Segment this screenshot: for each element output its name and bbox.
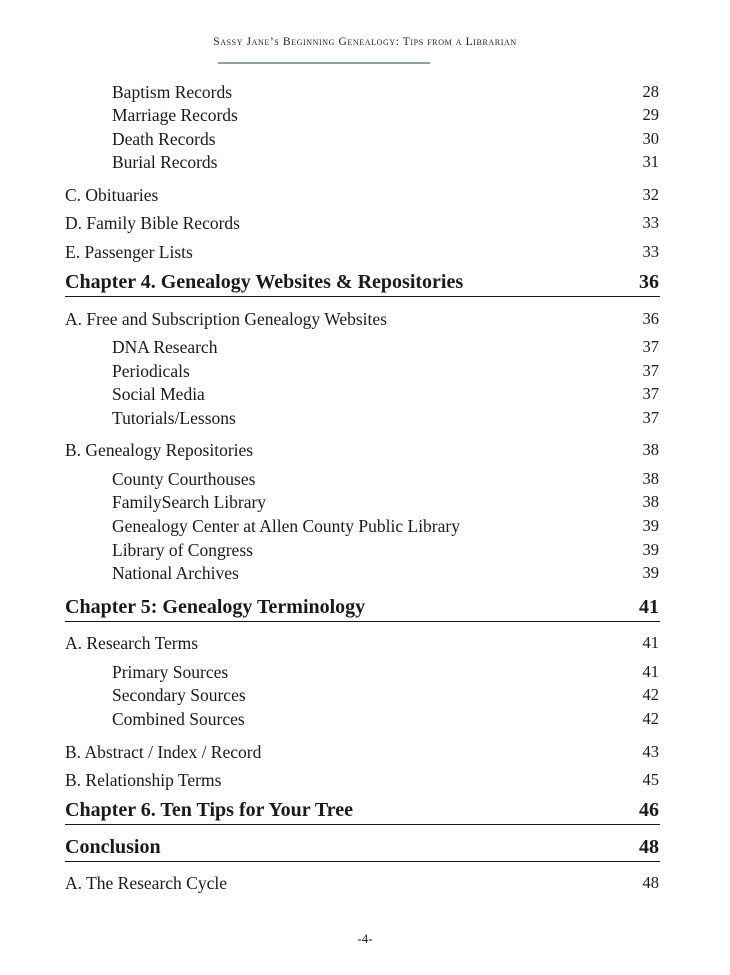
toc-subsection-entry bbox=[0, 81, 730, 103]
toc-subsection-entry bbox=[0, 407, 730, 429]
toc-entry-title: Genealogy Center at Allen County Public Library bbox=[112, 516, 460, 536]
toc-entry-title: A. Free and Subscription Genealogy Websites bbox=[65, 309, 387, 329]
toc-section-entry bbox=[0, 769, 730, 791]
toc-section-entry bbox=[0, 241, 730, 263]
toc-chapter-entry bbox=[0, 799, 730, 821]
toc-chapter-entry bbox=[0, 271, 730, 293]
toc-section-entry bbox=[0, 632, 730, 654]
toc-entry-page: 33 bbox=[642, 213, 659, 232]
toc-entry-title: Secondary Sources bbox=[112, 685, 246, 705]
toc-entry-page: 31 bbox=[642, 152, 659, 171]
toc-entry-page: 36 bbox=[639, 271, 659, 293]
toc-entry-page: 38 bbox=[642, 469, 659, 488]
toc-entry-title: C. Obituaries bbox=[65, 185, 159, 205]
toc-entry-title: Chapter 4. Genealogy Websites & Repositories bbox=[65, 271, 464, 293]
toc-subsection-entry bbox=[0, 684, 730, 706]
toc-entry-page: 37 bbox=[642, 408, 659, 427]
toc-subsection-entry bbox=[0, 151, 730, 173]
toc-entry-page: 45 bbox=[642, 770, 659, 789]
toc-subsection-entry bbox=[0, 360, 730, 382]
toc-entry-title: Chapter 6. Ten Tips for Your Tree bbox=[65, 799, 354, 821]
toc-section-entry bbox=[0, 741, 730, 763]
toc-entry-page: 41 bbox=[642, 662, 659, 681]
toc-entry-title: Tutorials/Lessons bbox=[112, 408, 236, 428]
toc-entry-title: Library of Congress bbox=[112, 540, 253, 560]
toc-entry-page: 48 bbox=[642, 873, 659, 892]
toc-entry-title: Social Media bbox=[112, 384, 205, 404]
toc-subsection-entry bbox=[0, 562, 730, 584]
toc-entry-page: 42 bbox=[642, 709, 659, 728]
toc-entry-page: 38 bbox=[642, 440, 659, 459]
toc-entry-page: 36 bbox=[642, 309, 659, 328]
toc-subsection-entry bbox=[0, 336, 730, 358]
chapter-underline bbox=[65, 296, 660, 297]
toc-entry-title: Burial Records bbox=[112, 152, 218, 172]
toc-entry-page: 32 bbox=[642, 185, 659, 204]
toc-entry-title: County Courthouses bbox=[112, 469, 256, 489]
running-header: Sassy Jane’s Beginning Genealogy: Tips from a Librarian bbox=[213, 36, 517, 48]
toc-subsection-entry bbox=[0, 383, 730, 405]
toc-section-entry bbox=[0, 308, 730, 330]
toc-entry-page: 33 bbox=[642, 242, 659, 261]
toc-subsection-entry bbox=[0, 468, 730, 490]
toc-subsection-entry bbox=[0, 708, 730, 730]
toc-subsection-entry bbox=[0, 104, 730, 126]
toc-entry-title: E. Passenger Lists bbox=[65, 242, 193, 262]
toc-chapter-entry bbox=[0, 836, 730, 858]
toc-entry-page: 28 bbox=[642, 82, 659, 101]
toc-entry-page: 46 bbox=[639, 799, 659, 821]
chapter-underline bbox=[65, 621, 660, 622]
toc-entry-title: DNA Research bbox=[112, 337, 218, 357]
toc-section-entry bbox=[0, 439, 730, 461]
toc-section-entry bbox=[0, 184, 730, 206]
toc-entry-page: 43 bbox=[642, 742, 659, 761]
toc-entry-title: FamilySearch Library bbox=[112, 492, 267, 512]
toc-entry-title: B. Abstract / Index / Record bbox=[65, 742, 262, 762]
toc-entry-page: 37 bbox=[642, 337, 659, 356]
toc-entry-title: A. The Research Cycle bbox=[65, 873, 227, 893]
toc-entry-page: 41 bbox=[642, 633, 659, 652]
toc-subsection-entry bbox=[0, 491, 730, 513]
toc-entry-page: 41 bbox=[639, 596, 659, 618]
toc-entry-title: Marriage Records bbox=[112, 105, 238, 125]
toc-entry-title: Combined Sources bbox=[112, 709, 245, 729]
page-number: -4- bbox=[357, 931, 373, 946]
toc-entry-page: 30 bbox=[642, 129, 659, 148]
toc-subsection-entry bbox=[0, 128, 730, 150]
toc-section-entry bbox=[0, 212, 730, 234]
toc-entry-page: 39 bbox=[642, 563, 659, 582]
toc-subsection-entry bbox=[0, 661, 730, 683]
toc-entry-page: 37 bbox=[642, 361, 659, 380]
toc-entry-page: 38 bbox=[642, 492, 659, 511]
toc-entry-title: Death Records bbox=[112, 129, 216, 149]
toc-entry-title: B. Relationship Terms bbox=[65, 770, 222, 790]
toc-entry-title: Primary Sources bbox=[112, 662, 229, 682]
toc-entry-page: 42 bbox=[642, 685, 659, 704]
toc-entry-page: 48 bbox=[639, 836, 659, 858]
toc-entry-page: 39 bbox=[642, 540, 659, 559]
toc-entry-title: Periodicals bbox=[112, 361, 190, 381]
toc-entry-title: B. Genealogy Repositories bbox=[65, 440, 254, 460]
toc-section-entry bbox=[0, 872, 730, 894]
toc-entry-title: Chapter 5: Genealogy Terminology bbox=[65, 596, 366, 618]
toc-subsection-entry bbox=[0, 539, 730, 561]
toc-entry-page: 29 bbox=[642, 105, 659, 124]
toc-chapter-entry bbox=[0, 596, 730, 618]
toc-entry-title: D. Family Bible Records bbox=[65, 213, 240, 233]
toc-entry-title: Baptism Records bbox=[112, 82, 233, 102]
toc-entry-page: 39 bbox=[642, 516, 659, 535]
toc-entry-title: A. Research Terms bbox=[65, 633, 199, 653]
chapter-underline bbox=[65, 861, 660, 862]
toc-entry-title: National Archives bbox=[112, 563, 239, 583]
toc-entry-page: 37 bbox=[642, 384, 659, 403]
chapter-underline bbox=[65, 824, 660, 825]
toc-subsection-entry bbox=[0, 515, 730, 537]
toc-entry-title: Conclusion bbox=[65, 836, 161, 858]
